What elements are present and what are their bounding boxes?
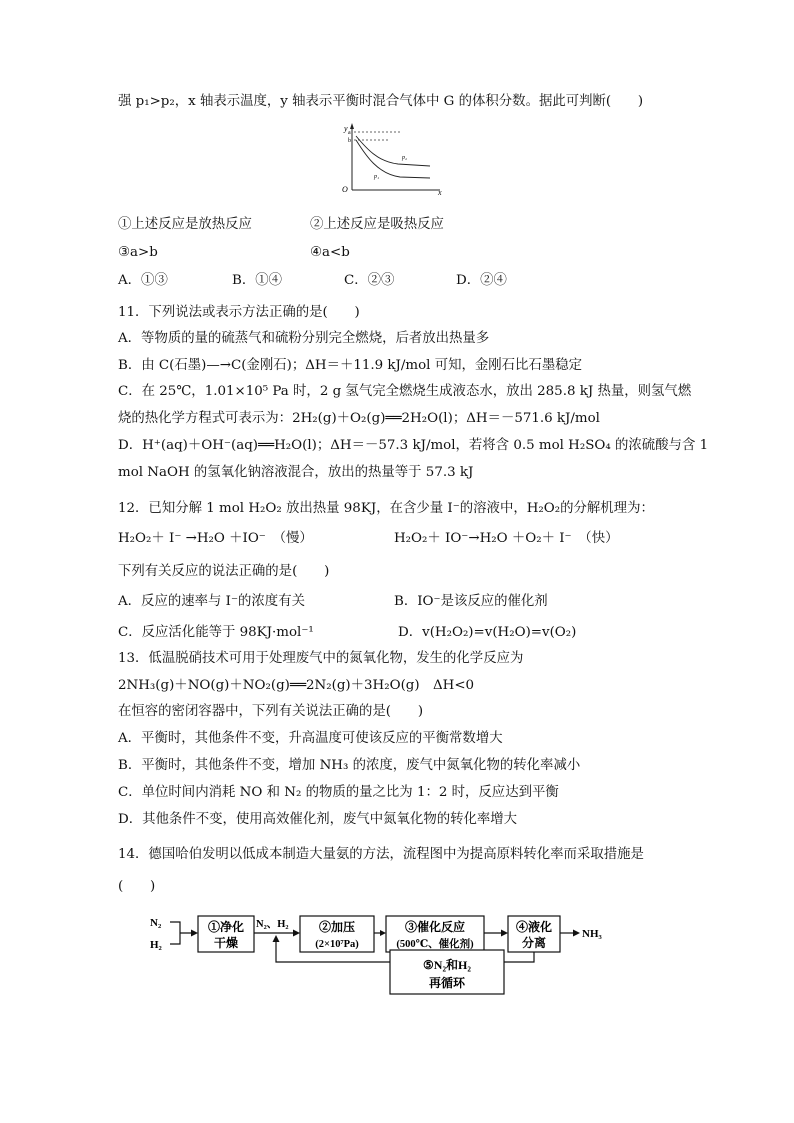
q12-option-a: A．反应的速率与 I⁻的浓度有关 <box>118 594 305 609</box>
box1-line2: 干燥 <box>213 936 239 950</box>
q12-ask: 下列有关反应的说法正确的是( ) <box>118 564 330 579</box>
q10-choice-c: C．②③ <box>344 273 395 288</box>
q10-option-3: ③a>b <box>118 245 158 260</box>
q13-option-c: C．单位时间内消耗 NO 和 N₂ 的物质的量之比为 1：2 时，反应达到平衡 <box>118 785 559 800</box>
y-axis-label: y <box>344 124 348 133</box>
arrow-icon <box>501 930 508 937</box>
q12-step2: H₂O₂＋ IO⁻→H₂O ＋O₂＋ I⁻ （快） <box>394 531 619 546</box>
box1-line1: ①净化 <box>207 920 245 934</box>
box5-line1: ⑤N₂和H₂ <box>423 958 471 972</box>
q11-option-b: B．由 C(石墨)—→C(金刚石)；ΔH＝＋11.9 kJ/mol 可知，金刚石比石墨稳定 <box>118 358 583 373</box>
q11-stem: 11．下列说法或表示方法正确的是( ) <box>118 305 360 320</box>
p2-label: p₂ <box>402 155 408 161</box>
box3-line1: ③催化反应 <box>404 920 466 934</box>
q13-equation: 2NH₃(g)＋NO(g)＋NO₂(g)══2N₂(g)＋3H₂O(g) ΔH<0 <box>118 678 475 693</box>
q12-step1: H₂O₂＋ I⁻ →H₂O ＋IO⁻ （慢） <box>118 531 313 546</box>
b-label: b <box>348 138 351 144</box>
q12-option-c: C．反应活化能等于 98KJ·mol⁻¹ <box>118 625 314 640</box>
input-n2: N₂ <box>150 917 162 929</box>
arrow-icon <box>380 930 386 936</box>
arrow-icon <box>273 935 280 942</box>
q11-option-d-line2: mol NaOH 的氢氧化钠溶液混合，放出的热量等于 57.3 kJ <box>118 465 474 480</box>
arrow-icon <box>293 930 300 937</box>
q11-option-a: A．等物质的量的硫蒸气和硫粉分别完全燃烧，后者放出热量多 <box>118 331 490 346</box>
q10-option-2: ②上述反应是吸热反应 <box>310 217 444 232</box>
recycle-line-out <box>504 952 534 962</box>
q10-choice-d: D．②④ <box>456 273 507 288</box>
q13-option-a: A．平衡时，其他条件不变，升高温度可使该反应的平衡常数增大 <box>118 731 503 746</box>
q12-stem: 12．已知分解 1 mol H₂O₂ 放出热量 98KJ，在含少量 I⁻的溶液中，H₂O₂的分解机理为： <box>118 501 654 516</box>
q10-option-1: ①上述反应是放热反应 <box>118 217 252 232</box>
q11-option-c-line2: 烧的热化学方程式可表示为：2H₂(g)＋O₂(g)══2H₂O(l)；ΔH＝－571.6 kJ/mol <box>118 411 600 426</box>
y-axis-arrow-icon <box>350 123 354 129</box>
q13-option-b: B．平衡时，其他条件不变，增加 NH₃ 的浓度，废气中氮氧化物的转化率减小 <box>118 758 581 773</box>
arrow-icon <box>191 930 198 937</box>
p2-curve <box>356 136 430 166</box>
q10-choice-a: A．①③ <box>118 273 168 288</box>
a-label: a <box>348 130 351 136</box>
q13-ask: 在恒容的密闭容器中，下列有关说法正确的是( ) <box>118 704 424 719</box>
box2-line1: ②加压 <box>318 920 356 934</box>
q10-intro: 强 p₁>p₂，x 轴表示温度，y 轴表示平衡时混合气体中 G 的体积分数。据此可判断( ) <box>118 94 644 109</box>
output-nh3: NH₃ <box>582 928 602 940</box>
x-axis-label: x <box>438 188 442 197</box>
box4-line2: 分离 <box>521 936 547 950</box>
box5-line2: 再循环 <box>428 976 466 990</box>
q10-option-4: ④a<b <box>310 245 350 260</box>
p1-curve <box>356 140 430 178</box>
q14-stem: 14．德国哈伯发明以低成本制造大量氨的方法，流程图中为提高原料转化率而采取措施是 <box>118 847 644 862</box>
box2-line2: (2×10⁷Pa) <box>315 939 359 950</box>
mid-gas-label: N₂、H₂ <box>256 919 289 930</box>
q11-option-d-line1: D．H⁺(aq)＋OH⁻(aq)══H₂O(l)；ΔH＝－57.3 kJ/mol，若将含 0.5 mol H₂SO₄ 的浓硫酸与含 1 <box>118 438 709 453</box>
arrow-icon <box>573 930 580 937</box>
q13-stem: 13．低温脱硝技术可用于处理废气中的氮氧化物，发生的化学反应为 <box>118 651 524 666</box>
q13-option-d: D．其他条件不变，使用高效催化剂，废气中氮氧化物的转化率增大 <box>118 812 518 827</box>
origin-label: O <box>342 185 348 194</box>
box3-line2: (500℃、催化剂) <box>396 939 474 950</box>
q12-option-b: B．IO⁻是该反应的催化剂 <box>394 594 548 609</box>
input-h2: H₂ <box>150 939 162 951</box>
q11-option-c-line1: C．在 25℃，1.01×10⁵ Pa 时，2 g 氢气完全燃烧生成液态水，放出 285.8 kJ 热量，则氢气燃 <box>118 384 692 399</box>
q10-choice-b: B．①④ <box>232 273 283 288</box>
box4-line1: ④液化 <box>515 920 553 934</box>
input-bracket <box>170 922 192 944</box>
q14-paren: ( ) <box>118 879 156 894</box>
q14-flowchart <box>140 910 620 1002</box>
p1-label: p₁ <box>374 174 380 180</box>
q12-option-d: D．v(H₂O₂)=v(H₂O)=v(O₂) <box>398 625 577 640</box>
q10-graph <box>338 120 448 198</box>
